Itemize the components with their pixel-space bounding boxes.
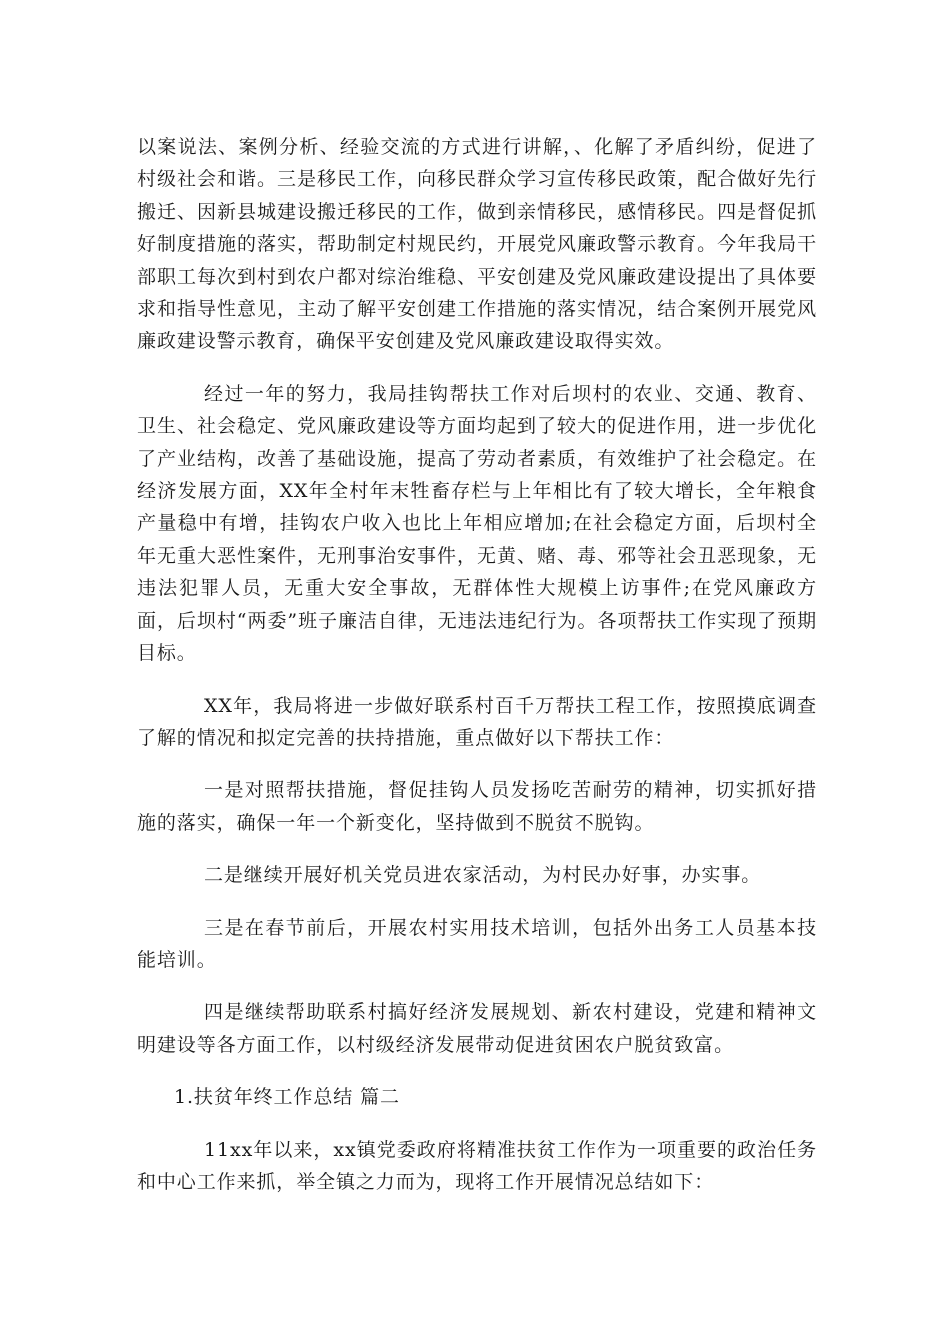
paragraph-8: 11xx年以来，xx镇党委政府将精准扶贫工作作为一项重要的政治任务和中心工作来抓，举全镇之力而为，现将工作开展情况总结如下： xyxy=(137,1138,817,1193)
paragraph-3: XX年，我局将进一步做好联系村百千万帮扶工程工作，按照摸底调查了解的情况和拟定完善的扶持措施，重点做好以下帮扶工作： xyxy=(137,694,817,749)
section-heading: 1.扶贫年终工作总结 篇二 xyxy=(174,1086,400,1109)
document-body xyxy=(137,131,817,1198)
paragraph-7: 四是继续帮助联系村搞好经济发展规划、新农村建设，党建和精神文明建设等各方面工作，以村级经济发展带动促进贫困农户脱贫致富。 xyxy=(137,1001,817,1056)
paragraph-6: 三是在春节前后，开展农村实用技术培训，包括外出务工人员基本技能培训。 xyxy=(137,916,817,971)
paragraph-2: 经过一年的努力，我局挂钩帮扶工作对后坝村的农业、交通、教育、卫生、社会稳定、党风廉政建设等方面均起到了较大的促进作用，进一步优化了产业结构，改善了基础设施，提高了劳动者素质，有效维护了社会稳定。在经济发展方面，XX年全村年末牲畜存栏与上年相比有了较大增长，全年粮食产量稳中有增，挂钩农户收入也比上年相应增加;在社会稳定方面，后坝村全年无重大恶性案件，无刑事治安事件，无黄、赌、毒、邪等社会丑恶现象，无违法犯罪人员，无重大安全事故，无群体性大规模上访事件;在党风廉政方面，后坝村“两委”班子廉洁自律，无违法违纪行为。各项帮扶工作实现了预期目标。 xyxy=(137,382,817,665)
paragraph-4: 一是对照帮扶措施，督促挂钩人员发扬吃苦耐劳的精神，切实抓好措施的落实，确保一年一个新变化，坚持做到不脱贫不脱钩。 xyxy=(137,779,817,834)
paragraph-5: 二是继续开展好机关党员进农家活动，为村民办好事，办实事。 xyxy=(204,864,762,887)
paragraph-1: 以案说法、案例分析、经验交流的方式进行讲解，、化解了矛盾纠纷，促进了村级社会和谐。三是移民工作，向移民群众学习宣传移民政策，配合做好先行搬迁、因新县城建设搬迁移民的工作，做到亲情移民，感情移民。四是督促抓好制度措施的落实，帮助制定村规民约，开展党风廉政警示教育。今年我局干部职工每次到村到农户都对综治维稳、平安创建及党风廉政建设提出了具体要求和指导性意见，主动了解平安创建工作措施的落实情况，结合案例开展党风廉政建设警示教育，确保平安创建及党风廉政建设取得实效。 xyxy=(137,136,817,353)
